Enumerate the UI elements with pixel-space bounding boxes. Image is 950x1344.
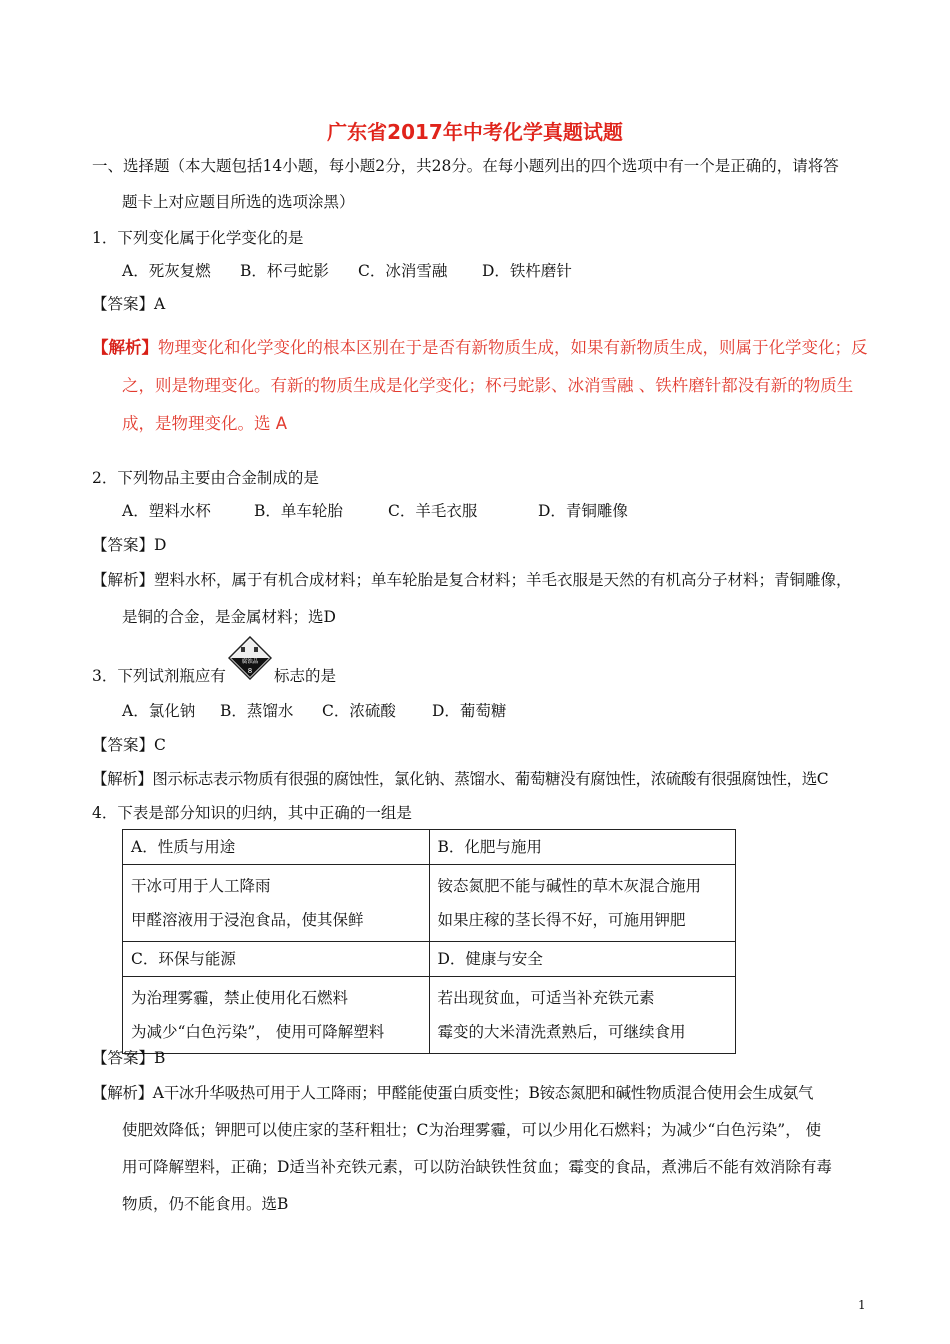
table-a-line1: 干冰可用于人工降雨 <box>131 877 271 895</box>
table-cell-c-head: C．环保与能源 <box>123 942 430 977</box>
table-c-line1: 为治理雾霾，禁止使用化石燃料 <box>131 989 349 1007</box>
hazard-label: 腐蚀品 <box>241 659 259 665</box>
table-cell-c-body <box>123 977 430 1054</box>
q1-options <box>122 259 572 281</box>
q2-answer: 【答案】D <box>92 536 167 554</box>
q1-analysis-line1 <box>92 334 868 358</box>
q2-option-a: A．塑料水杯 <box>122 502 211 520</box>
q3-option-a: A．氯化钠 <box>122 702 196 720</box>
q1-answer: 【答案】A <box>92 295 166 313</box>
table-cell-a-body <box>123 865 430 942</box>
q1-analysis-text1: 物理变化和化学变化的根本区别在于是否有新物质生成，如果有新物质生成，则属于化学变化；反 <box>158 338 868 357</box>
hazard-class-number: 8 <box>247 667 253 675</box>
q4-analysis-line1: 【解析】A干冰升华吸热可用于人工降雨；甲醛能使蛋白质变性；B铵态氮肥和碱性物质混合使用会生成氨气 <box>92 1084 814 1102</box>
table-d-line1: 若出现贫血，可适当补充铁元素 <box>437 989 655 1007</box>
q1-stem: 1．下列变化属于化学变化的是 <box>92 229 304 247</box>
table-c-line2: 为减少“白色污染”， 使用可降解塑料 <box>131 1023 385 1041</box>
q1-option-d: D．铁杵磨针 <box>482 262 572 280</box>
q2-analysis-line2: 是铜的合金，是金属材料；选D <box>122 608 336 626</box>
q2-option-d: D．青铜雕像 <box>538 502 628 520</box>
q4-analysis-line3: 用可降解塑料，正确；D适当补充铁元素，可以防治缺铁性贫血；霉变的食品，煮沸后不能有效消除有毒 <box>122 1158 832 1176</box>
table-a-line2: 甲醛溶液用于浸泡食品，使其保鲜 <box>131 911 364 929</box>
section-heading-line1: 一、选择题（本大题包括14小题，每小题2分，共28分。在每小题列出的四个选项中有一个是正确的，请将答 <box>92 157 839 175</box>
page-number: 1 <box>858 1298 866 1312</box>
q1-analysis-line3: 成，是物理变化。选 A <box>122 414 288 433</box>
q2-analysis-line1: 【解析】塑料水杯，属于有机合成材料；单车轮胎是复合材料；羊毛衣服是天然的有机高分子材料；青铜雕像， <box>92 571 852 589</box>
q3-option-c: C．浓硫酸 <box>322 702 396 720</box>
q2-option-b: B．单车轮胎 <box>254 502 343 520</box>
q1-analysis-tag: 【解析】 <box>92 338 158 357</box>
q1-option-a: A．死灰复燃 <box>122 262 211 280</box>
table-cell-d-head: D．健康与安全 <box>429 942 736 977</box>
table-d-line2: 霉变的大米清洗煮熟后，可继续食用 <box>437 1023 686 1041</box>
table-b-line2: 如果庄稼的茎长得不好，可施用钾肥 <box>437 911 686 929</box>
table-cell-d-body <box>429 977 736 1054</box>
table-cell-b-head: B．化肥与施用 <box>429 830 736 865</box>
q2-stem: 2．下列物品主要由合金制成的是 <box>92 469 319 487</box>
q3-options <box>122 699 506 721</box>
q1-analysis-line2: 之，则是物理变化。有新的物质生成是化学变化；杯弓蛇影、冰消雪融 、铁杵磨针都没有新的物质生 <box>122 376 854 395</box>
q4-analysis-line4: 物质，仍不能食用。选B <box>122 1195 289 1213</box>
table-cell-a-head: A．性质与用途 <box>123 830 430 865</box>
q3-option-d: D．葡萄糖 <box>432 702 507 720</box>
q1-option-c: C．冰消雪融 <box>358 262 448 280</box>
q4-analysis-line2: 使肥效降低；钾肥可以使庄家的茎秆粗壮；C为治理雾霾，可以少用化石燃料；为减少“白色污染”， 使 <box>122 1121 822 1139</box>
q3-stem-after: 标志的是 <box>274 667 337 685</box>
q3-analysis: 【解析】图示标志表示物质有很强的腐蚀性，氯化钠、蒸馏水、葡萄糖没有腐蚀性，浓硫酸有很强腐蚀性，选C <box>92 770 829 788</box>
corrosive-hazard-icon <box>228 636 272 680</box>
table-b-line1: 铵态氮肥不能与碱性的草木灰混合施用 <box>437 877 702 895</box>
q1-option-b: B．杯弓蛇影 <box>240 262 329 280</box>
section-heading-line2: 题卡上对应题目所选的选项涂黑） <box>122 193 355 211</box>
page-title: 广东省2017年中考化学真题试题 <box>327 120 623 144</box>
q4-stem: 4．下表是部分知识的归纳，其中正确的一组是 <box>92 804 412 822</box>
table-cell-b-body <box>429 865 736 942</box>
q2-option-c: C．羊毛衣服 <box>388 502 478 520</box>
q3-answer: 【答案】C <box>92 736 166 754</box>
q2-options <box>122 499 628 521</box>
knowledge-table <box>122 829 736 1054</box>
q3-option-b: B．蒸馏水 <box>220 702 294 720</box>
q4-answer: 【答案】B <box>92 1049 166 1067</box>
q3-stem-before: 3．下列试剂瓶应有 <box>92 667 226 685</box>
